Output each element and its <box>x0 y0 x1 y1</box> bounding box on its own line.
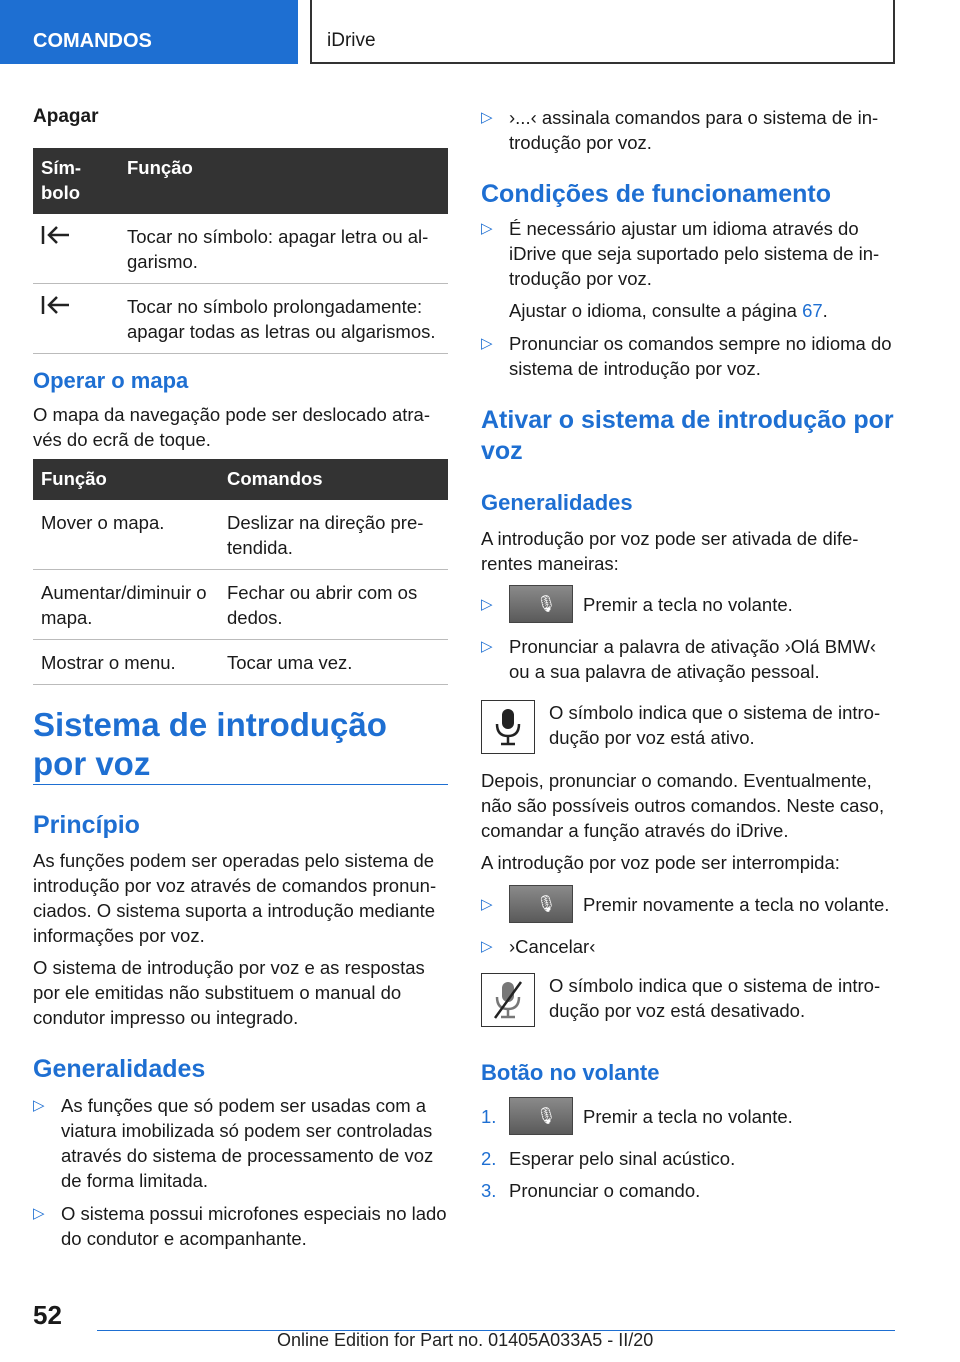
map-table <box>33 459 448 685</box>
backspace-icon <box>33 214 119 284</box>
subtext-lead: Ajustar o idioma, consulte a página <box>509 300 803 321</box>
list-item <box>481 105 896 155</box>
triangle-bullet-icon: ▷ <box>481 595 493 613</box>
gen-title: Generalidades <box>481 490 633 515</box>
cell: Tocar uma vez. <box>219 640 448 685</box>
page-link[interactable]: 67 <box>802 300 823 321</box>
microphone-icon: 🎙 <box>536 1108 557 1125</box>
triangle-bullet-icon: ▷ <box>481 220 493 237</box>
cell: Aumentar/diminuir o mapa. <box>33 570 219 640</box>
botao-title: Botão no volante <box>481 1060 660 1085</box>
depois-text: Depois, pronunciar o comando. Eventualmente, não são possíveis outros comandos. Neste caso, comandar a função através do iDrive. <box>481 770 885 841</box>
list-item <box>481 885 896 923</box>
bullet-text: ›Cancelar‹ <box>509 936 596 957</box>
steering-voice-button-image <box>509 585 573 623</box>
triangle-bullet-icon: ▷ <box>481 895 493 913</box>
list-item <box>481 634 896 684</box>
function-col-header: Função <box>33 459 219 500</box>
list-item <box>481 216 896 323</box>
step-text: Esperar pelo sinal acústico. <box>509 1148 736 1169</box>
microphone-off-icon <box>481 973 535 1027</box>
icon-note-text: O símbolo indica que o sistema de intro-dução por voz está ativo. <box>549 702 881 748</box>
list-item <box>481 934 896 959</box>
triangle-bullet-icon: ▷ <box>481 335 493 352</box>
list-item <box>481 1146 896 1171</box>
principio-title: Princípio <box>33 811 140 839</box>
list-item <box>481 1178 896 1203</box>
bullet-text: Premir novamente a tecla no volante. <box>583 893 890 915</box>
bullet-text: Pronunciar os comandos sempre no idioma do sistema de introdução por voz. <box>509 333 892 379</box>
step-text: Pronunciar o comando. <box>509 1180 701 1201</box>
icon-note-text: O símbolo indica que o sistema de intro-dução por voz está desativado. <box>549 975 881 1021</box>
triangle-bullet-icon: ▷ <box>33 1097 45 1114</box>
generalidades-title: Generalidades <box>33 1055 206 1083</box>
row-description: Tocar no símbolo prolongadamente: apagar todas as letras ou algarismos. <box>119 284 448 354</box>
cell: Fechar ou abrir com os dedos. <box>219 570 448 640</box>
table-row <box>33 570 448 640</box>
steering-voice-button-image <box>509 1097 573 1135</box>
bullet-text: ›...‹ assinala comandos para o sistema de in-trodução por voz. <box>509 107 879 153</box>
list-item <box>33 1093 448 1193</box>
chapter-tab <box>310 0 895 64</box>
icon-note <box>481 973 896 1027</box>
triangle-bullet-icon: ▷ <box>33 1205 45 1222</box>
bullet-text: As funções que só podem ser usadas com a viatura imobilizada só podem ser controladas através do sistema de processamento de voz de forma limitada. <box>61 1095 434 1191</box>
steering-voice-button-image <box>509 885 573 923</box>
operar-title: Operar o mapa <box>33 368 189 393</box>
icon-note <box>481 700 896 754</box>
subtext-end: . <box>822 300 828 321</box>
page-number: 52 <box>33 1300 62 1330</box>
microphone-active-icon <box>481 700 535 754</box>
microphone-icon: 🎙 <box>536 596 557 613</box>
operar-text: O mapa da navegação pode ser deslocado atra-vés do ecrã de toque. <box>33 404 430 450</box>
list-item <box>481 1097 896 1135</box>
table-row <box>33 214 448 284</box>
list-item <box>481 331 896 381</box>
bullet-text: É necessário ajustar um idioma através do iDrive que seja suportado pelo sistema de in-trodução por voz. <box>509 218 880 289</box>
section-label: COMANDOS <box>33 30 152 52</box>
bullet-subtext <box>509 298 896 323</box>
symbol-table <box>33 148 448 354</box>
microphone-icon: 🎙 <box>536 896 557 913</box>
backspace-icon <box>33 284 119 354</box>
condicoes-title: Condições de funcionamento <box>481 180 832 208</box>
list-item <box>33 1201 448 1251</box>
interromp-text: A introdução por voz pode ser interrompida: <box>481 852 840 873</box>
step-number: 1. <box>481 1105 497 1127</box>
chapter-label: iDrive <box>327 30 376 51</box>
bullet-text: Pronunciar a palavra de ativação ›Olá BMW‹ ou a sua palavra de ativação pessoal. <box>509 636 877 682</box>
edition-text: Online Edition for Part no. 01405A033A5 - II/20 <box>277 1330 654 1350</box>
function-col-header: Função <box>119 148 448 214</box>
triangle-bullet-icon: ▷ <box>481 938 493 955</box>
step-number: 3. <box>481 1180 497 1201</box>
bullet-text: Premir a tecla no volante. <box>583 593 793 615</box>
sistema-title: Sistema de introdução por voz <box>33 706 387 782</box>
table-row <box>33 640 448 685</box>
ativar-title: Ativar o sistema de introdução por voz <box>481 406 894 465</box>
apagar-title: Apagar <box>33 106 99 127</box>
triangle-bullet-icon: ▷ <box>481 638 493 655</box>
table-row <box>33 284 448 354</box>
cell: Deslizar na direção pre-tendida. <box>219 500 448 570</box>
principio-p1: As funções podem ser operadas pelo sistema de introdução por voz através de comandos pronun-ciados. O sistema suporta a introdução mediante informações por voz. <box>33 850 437 946</box>
step-text: Premir a tecla no volante. <box>583 1105 793 1127</box>
symbol-col-header: Sím- bolo <box>33 148 119 214</box>
cell: Mover o mapa. <box>33 500 219 570</box>
gen-text: A introdução por voz pode ser ativada de dife-rentes maneiras: <box>481 528 859 574</box>
table-row <box>33 500 448 570</box>
list-item <box>481 585 896 623</box>
row-description: Tocar no símbolo: apagar letra ou al-garismo. <box>119 214 448 284</box>
step-number: 2. <box>481 1148 497 1169</box>
commands-col-header: Comandos <box>219 459 448 500</box>
section-divider <box>33 784 448 785</box>
triangle-bullet-icon: ▷ <box>481 109 493 126</box>
bullet-text: O sistema possui microfones especiais no lado do condutor e acompanhante. <box>61 1203 447 1249</box>
section-tab <box>0 0 298 64</box>
principio-p2: O sistema de introdução por voz e as respostas por ele emitidas não substituem o manual do condutor impresso ou integrado. <box>33 957 425 1028</box>
cell: Mostrar o menu. <box>33 640 219 685</box>
